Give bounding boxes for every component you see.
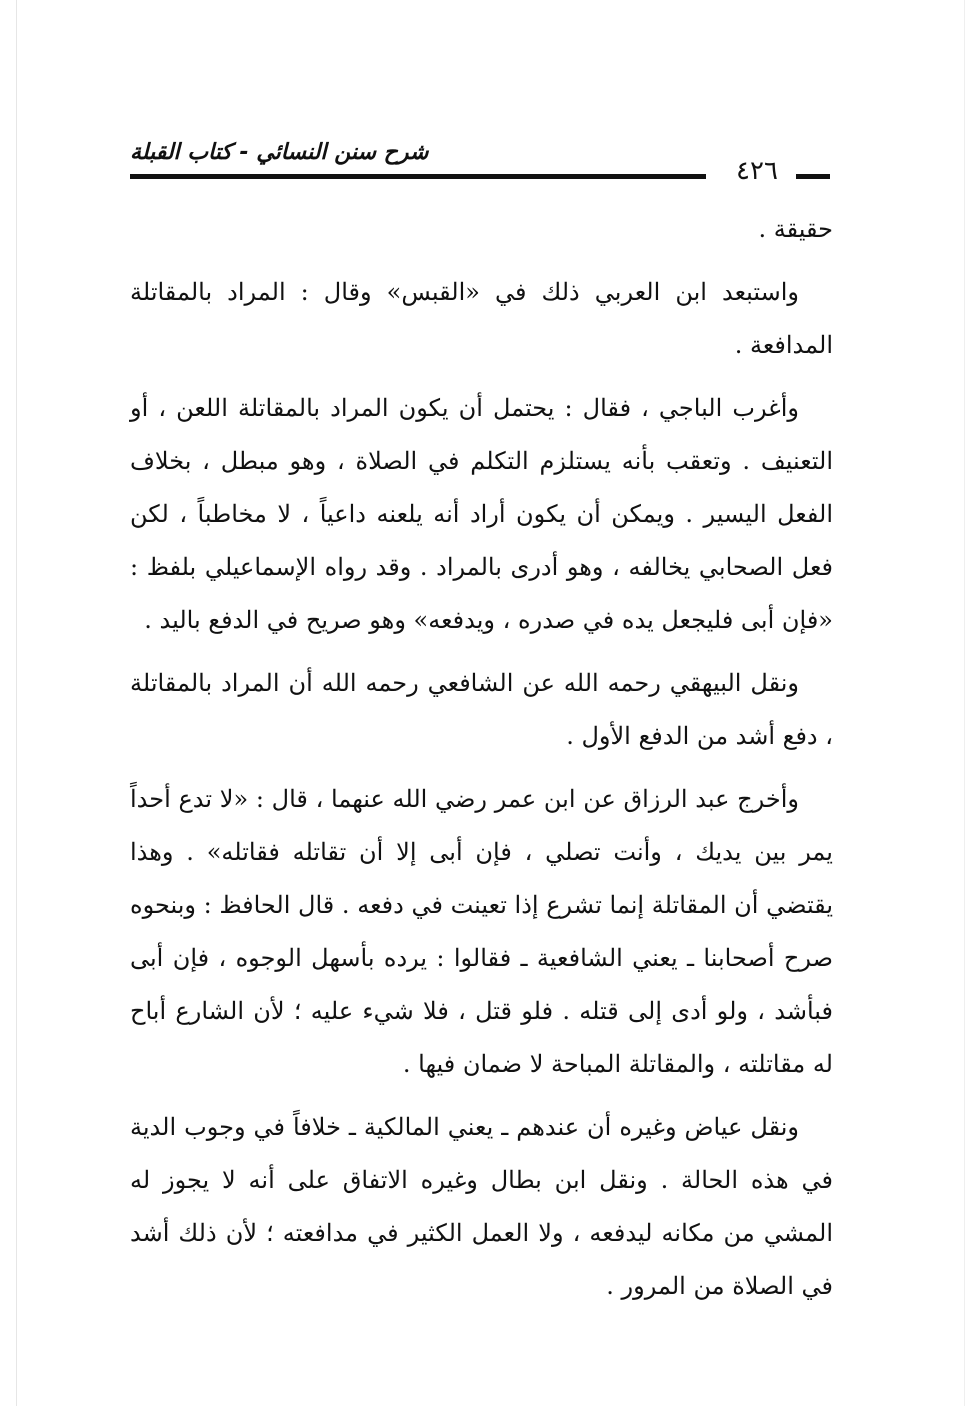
paragraph: وأغرب الباجي ، فقال : يحتمل أن يكون المراد بالمقاتلة اللعن ، أو التعنيف . وتعقب بأنه يستلزم التكلم في الصلاة ، وهو مبطل ، بخلاف الفعل اليسير . ويمكن أن يكون أراد أنه يلعنه داعياً ، لا مخاطباً ، لكن فعل الصحابي يخالفه ، وهو أدرى بالمراد . وقد رواه الإسماعيلي بلفظ : «فإن أبى فليجعل يده في صدره ، ويدفعه» وهو صريح في الدفع باليد .	[130, 394, 833, 634]
running-head	[130, 134, 830, 194]
paragraph: وأخرج عبد الرزاق عن ابن عمر رضي الله عنهما ، قال : «لا تدع أحداً يمر بين يديك ، وأنت تصلي ، فإن أبى إلا أن تقاتله فقاتله» . وهذا يقتضي أن المقاتلة إنما تشرع إذا تعينت في دفعه . قال الحافظ : وبنحوه صرح أصحابنا ـ يعني الشافعية ـ فقالوا : يرده بأسهل الوجوه ، فإن أبى فبأشد ، ولو أدى إلى قتله . فلو قتل ، فلا شيء عليه ؛ لأن الشارع أباح له مقاتلته ، والمقاتلة المباحة لا ضمان فيها .	[130, 785, 833, 1078]
header-rule	[130, 174, 706, 179]
paragraph: ونقل عياض وغيره أن عندهم ـ يعني المالكية ـ خلافاً في وجوب الدية في هذه الحالة . ونقل ابن بطال وغيره الاتفاق على أنه لا يجوز له المشي من مكانه ليدفعه ، ولا العمل الكثير في مدافعته ؛ لأن ذلك أشد في الصلاة من المرور .	[130, 1113, 833, 1300]
book-title: شرح سنن النسائي - كتاب القبلة	[130, 140, 429, 165]
scan-edge-left	[16, 0, 17, 1406]
paragraph: واستبعد ابن العربي ذلك في «القبس» وقال : المراد بالمقاتلة المدافعة .	[130, 278, 833, 359]
paragraph: ونقل البيهقي رحمه الله عن الشافعي رحمه الله أن المراد بالمقاتلة ، دفع أشد من الدفع الأول .	[130, 669, 833, 750]
paragraph: حقيقة .	[758, 215, 833, 243]
page-number: ٤٢٦	[736, 156, 778, 186]
scan-edge-right	[964, 0, 965, 1406]
body-text	[130, 203, 833, 1323]
page-number-dash	[796, 174, 830, 179]
